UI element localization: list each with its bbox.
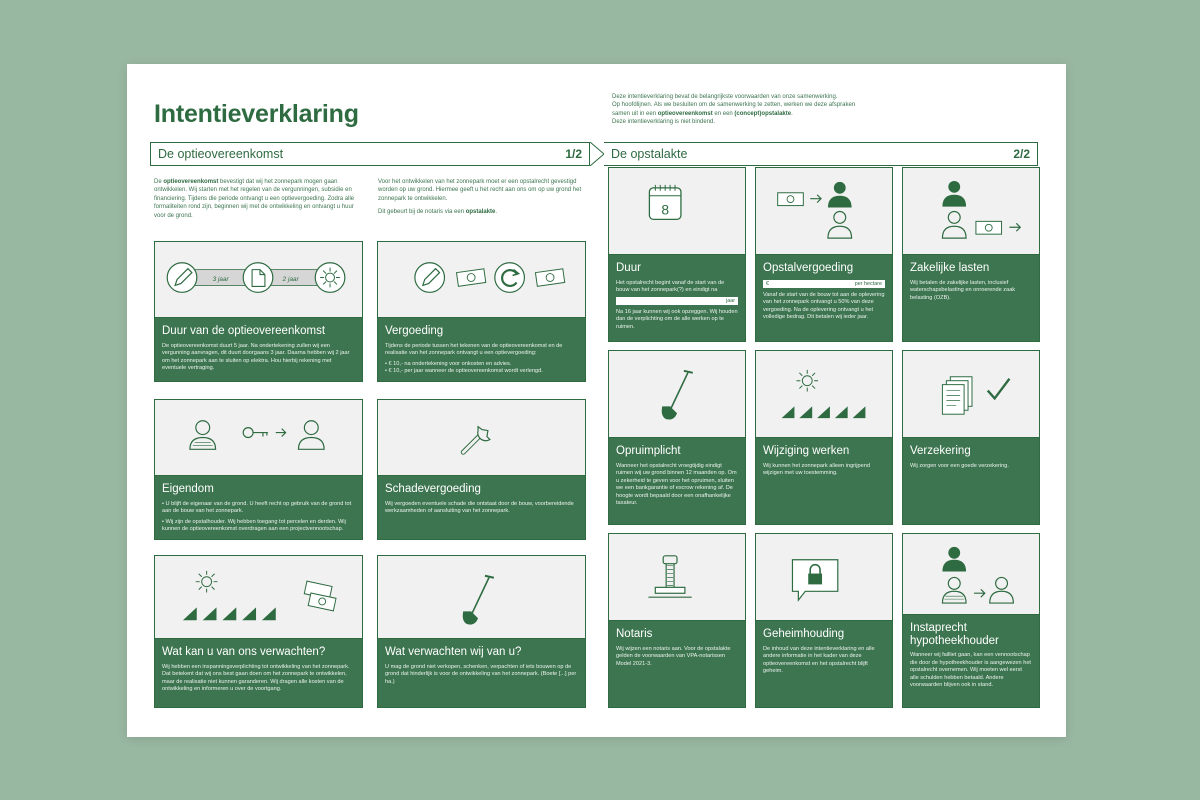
card-title: Vergoeding (385, 325, 444, 337)
section1-paragraph-left: De optieovereenkomst bevestigt dat wij het zonnepark mogen gaan ontwikkelen. Wij starten met het regelen van de vergunningen, subsidie en financiering. Tijdens die periode ontvangt u een optievergoeding. Zodra alle formaliteiten rond zijn, beginnen wij met de ontwikkeling en ontvangt u huur voor de grond. (154, 179, 355, 219)
card-text: U mag de grond niet verkopen, schenken, verpachten of iets bouwen op de grond dat hinderlijk is voor de ontwikkeling van het zonnepark. (Boete [...] per ha.) (385, 663, 577, 685)
card-body (155, 476, 362, 539)
field-unit: per hectare (854, 280, 882, 287)
document-icon (243, 263, 273, 293)
calendar-icon (649, 185, 681, 219)
card-body (609, 621, 745, 707)
card-body (756, 438, 892, 524)
card-body (378, 318, 585, 381)
wrench-icon (463, 427, 490, 453)
card-title: Duur (616, 262, 641, 274)
card-title: Opstalvergoeding (763, 262, 854, 274)
person-icon (942, 181, 966, 238)
card-body (903, 438, 1039, 524)
card-title: Wijziging werken (763, 445, 850, 457)
card-title: Schadevergoeding (385, 483, 481, 495)
card-body (155, 639, 362, 707)
page-title: Intentieverklaring (154, 100, 359, 128)
card-opruimplicht (608, 350, 746, 525)
list-item: • U blijft de eigenaar van de grond. U heeft recht op gebruik van de grond tot aan de bouw van het zonnepark. (162, 501, 355, 516)
card-title: Eigendom (162, 483, 214, 495)
card-body (903, 615, 1039, 707)
card-title: Wat verwachten wij van u? (385, 646, 522, 658)
card-text: Wij hebben een inspanningsverplichting tot ontwikkeling van het zonnepark. Dat betekent dat wij ons best gaan doen om het zonnepark te ontwikkelen, maar de realisatie niet kunnen garanderen. Wij dragen alle kosten van de ontwikkeling en informeren u over de voortgang. (162, 663, 350, 693)
card-text: De optieovereenkomst duurt 5 jaar. Na ondertekening zullen wij een vergunning aanvragen, dit duurt doorgaans 3 jaar. Daarna hebben wij 2 jaar om het zonnepark aan te sluiten op elektra. Hou hierbij rekening met eventuele vertraging. (162, 342, 350, 372)
person-icon (190, 421, 216, 450)
card-illustration (903, 168, 1039, 255)
sun-icon (796, 370, 818, 392)
calendar-number: 8 (661, 202, 670, 218)
list-item: • € 10,- per jaar wanneer de optieovereenkomst wordt verlengd. (385, 368, 578, 376)
card-illustration (609, 534, 745, 621)
card-illustration (378, 400, 585, 476)
card-duur (608, 167, 746, 342)
card-verzekering (902, 350, 1040, 525)
money-icon (778, 193, 804, 206)
card-illustration (756, 534, 892, 621)
card-zakelijke-lasten (902, 167, 1040, 342)
card-text: Wij vergoeden eventuele schade die ontstaat door de bouw, voorbereidende werkzaamheden of aansluiting van het zonnepark. (385, 500, 574, 515)
solar-panels-icon (183, 607, 276, 620)
card-illustration (378, 242, 585, 318)
card-text: Wij wijzen een notaris aan. Voor de opstalakte gelden de voorwaarden van VPA-notarissen Model 2021-3. (616, 645, 731, 667)
card-geheimhouding (755, 533, 893, 708)
arrow-icon (974, 589, 985, 597)
card-body (155, 318, 362, 381)
field-prefix: € (766, 280, 769, 287)
section-bar-opstalakte (604, 142, 1038, 166)
list-item: • € 10,- na ondertekening voor onkosten en advies. (385, 361, 578, 369)
card-illustration (378, 556, 585, 639)
card-text: Tijdens de periode tussen het tekenen van de optieovereenkomst en de realisatie van het zonnepark ontvangt u een optievergoeding: (385, 342, 563, 357)
card-text: Het opstalrecht begint vanaf de start van de bouw van het zonnepark(?) en eindigt na (616, 279, 725, 294)
card-illustration (155, 556, 362, 639)
card-title: Geheimhouding (763, 628, 845, 640)
card-wat-verwachten-wij (377, 555, 586, 708)
intent-sheet (127, 64, 1066, 737)
card-wijziging-werken (755, 350, 893, 525)
card-text: Wanneer het opstalrecht vroegtijdig eindigt ruimen wij uw grond binnen 12 maanden op. Om u zekerheid te geven voor het opruimen, sluiten we een bankgarantie of escrow rekening af. De hoogte wordt bepaald door een onafhankelijke taxateur. (616, 462, 737, 507)
card-illustration (756, 351, 892, 438)
card-title: Wat kan u van ons verwachten? (162, 646, 326, 658)
card-illustration (903, 534, 1039, 615)
card-body (378, 639, 585, 707)
card-body (756, 255, 892, 341)
card-schadevergoeding (377, 399, 586, 540)
pencil-icon (415, 263, 445, 293)
sun-icon (196, 571, 218, 593)
duration-label: 2 jaar (282, 275, 299, 283)
fee-list (385, 361, 578, 376)
shovel-icon (662, 371, 693, 420)
card-text: Wanneer wij failliet gaan, kan een vennootschap die door de hypotheekhouder is aangewezen het opstalrecht overnemen. Wij moeten wel eerst alle schulden hebben betaald. Andere voorwaarden blijven ook in stand. (910, 652, 1031, 689)
card-text: Na 16 jaar kunnen wij ook opzeggen. Wij houden dan de verplichting om de alle werken op te ruimen. (616, 308, 738, 330)
card-body (609, 255, 745, 341)
money-icon (535, 269, 564, 287)
section-title: De opstalakte (611, 147, 688, 161)
arrow-icon (276, 429, 286, 437)
arrow-icon (1009, 223, 1020, 231)
documents-icon (942, 377, 972, 414)
card-title: Instaprecht hypotheekhouder (910, 622, 999, 647)
lock-icon (792, 560, 837, 600)
section-page-number: 2/2 (1013, 147, 1030, 161)
card-title: Duur van de optieovereenkomst (162, 325, 326, 337)
key-icon (243, 428, 268, 438)
money-icon (304, 581, 336, 611)
card-text: Vanaf de start van de bouw tot aan de oplevering van het zonnepark ontvangt u 50% van deze vergoeding. Na de oplevering ontvangt u het volledige bedrag. Dit betalen wij ieder jaar. (763, 291, 885, 321)
card-body (378, 476, 585, 539)
card-illustration (155, 242, 362, 318)
card-body (756, 621, 892, 707)
fee-per-hectare-field[interactable] (763, 280, 885, 288)
sun-icon (315, 263, 345, 293)
field-unit: jaar (726, 297, 735, 304)
card-illustration (903, 351, 1039, 438)
card-wat-kan-u-verwachten (154, 555, 363, 708)
refresh-icon (495, 263, 525, 293)
money-icon (456, 269, 485, 287)
section1-paragraph-right: Voor het ontwikkelen van het zonnepark moet er een opstalrecht gevestigd worden op uw grond. Hiermee geeft u het recht aan ons om op uw grond het zonnepark te ontwikkelen. Dit gebeurt bij de notaris via een opstalakte. (378, 179, 582, 216)
section-bar-optieovereenkomst (150, 142, 590, 166)
card-title: Zakelijke lasten (910, 262, 990, 274)
pencil-icon (167, 263, 197, 293)
card-opstalvergoeding (755, 167, 893, 342)
money-icon (976, 221, 1002, 234)
stamp-icon (648, 556, 691, 597)
card-text: Wij zorgen voor een goede verzekering. (910, 462, 1009, 469)
section-page-number: 1/2 (565, 147, 582, 161)
shovel-icon (463, 576, 494, 625)
duration-label: 3 jaar (212, 275, 229, 283)
card-text: De inhoud van deze intentieverklaring en alle andere informatie in het kader van deze optieovereenkomst en het opstalrecht blijft geheim. (763, 645, 875, 675)
card-vergoeding (377, 241, 586, 382)
arrow-icon (810, 195, 821, 203)
card-body (903, 255, 1039, 341)
solar-panels-icon (782, 406, 866, 418)
card-text: Wij betalen de zakelijke lasten, inclusief waterschapsbelasting en onroerende zaak belasting (OZB). (910, 279, 1016, 301)
person-icon (990, 577, 1014, 603)
card-body (609, 438, 745, 524)
person-icon (828, 182, 852, 238)
card-duur-optieovereenkomst (154, 241, 363, 382)
card-illustration (756, 168, 892, 255)
card-title: Notaris (616, 628, 653, 640)
card-text: Wij kunnen het zonnepark alleen ingrijpend wijzigen met uw toestemming. (763, 462, 870, 477)
card-notaris (608, 533, 746, 708)
card-title: Verzekering (910, 445, 971, 457)
card-instaprecht-hypotheekhouder (902, 533, 1040, 708)
card-title: Opruimplicht (616, 445, 681, 457)
section-title: De optieovereenkomst (158, 147, 284, 161)
card-illustration (609, 351, 745, 438)
list-item: • Wij zijn de opstalhouder. Wij hebben toegang tot percelen en derden. Wij kunnen de optieovereenkomst overdragen aan een projectvennootschap. (162, 519, 355, 534)
card-eigendom (154, 399, 363, 540)
duration-years-field[interactable] (616, 297, 738, 305)
card-illustration (609, 168, 745, 255)
person-icon (298, 421, 324, 450)
intro-text: Deze intentieverklaring bevat de belangrijkste voorwaarden van onze samenwerking. Op hoofdlijnen. Als we besluiten om de samenwerking te zetten, werken we deze afspraken samen uit in een optieovereenkomst en een (concept)opstalakte. Deze intentieverklaring is niet bindend. (612, 94, 856, 126)
person-icon (942, 547, 966, 603)
ownership-list (162, 501, 355, 534)
card-illustration (155, 400, 362, 476)
checkmark-icon (988, 379, 1010, 399)
